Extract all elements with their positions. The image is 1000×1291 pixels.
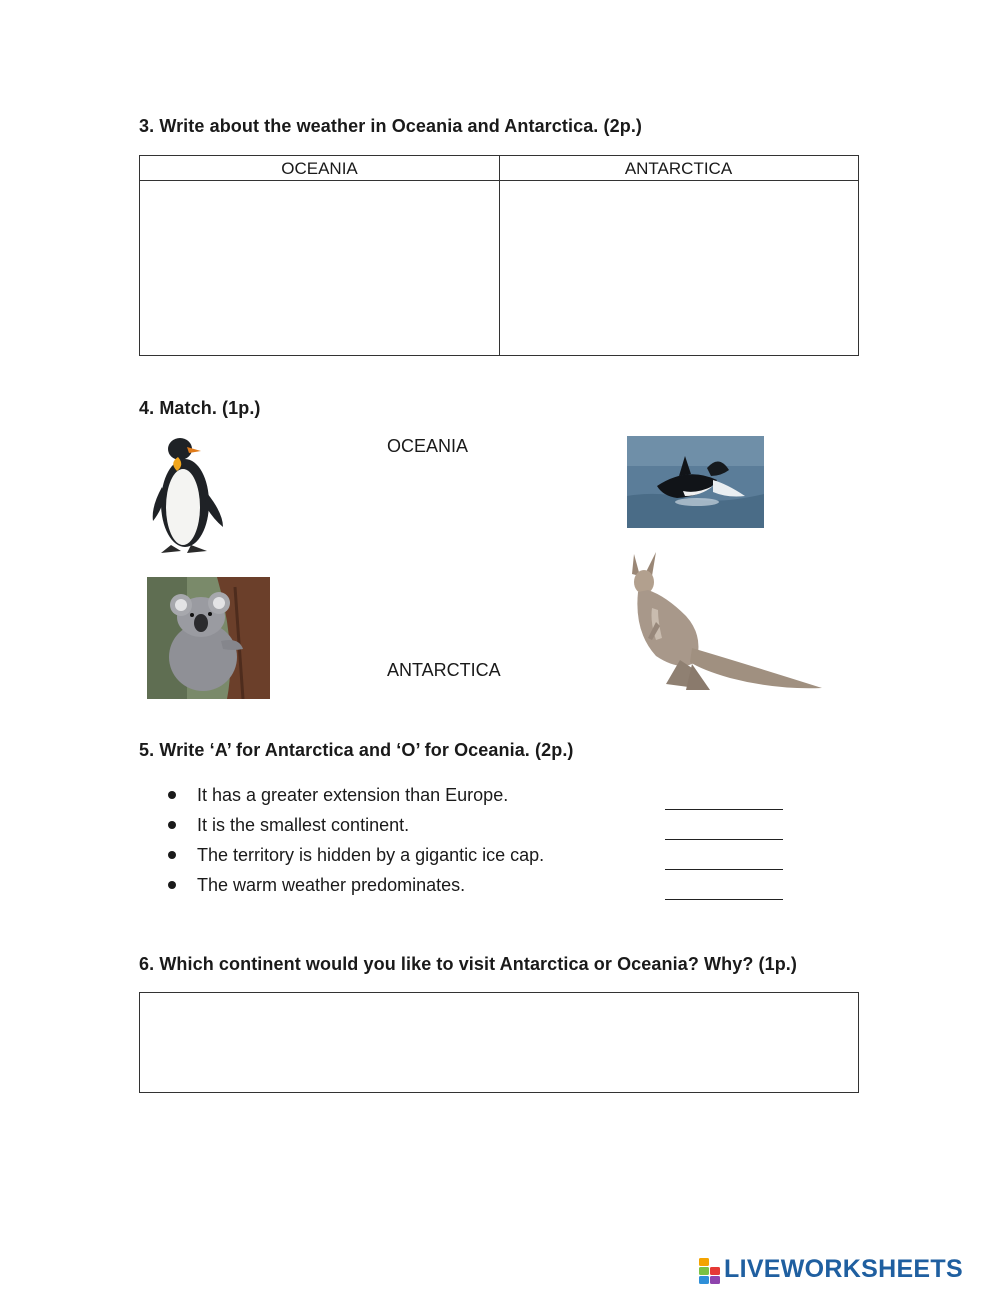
match-label-oceania[interactable]: OCEANIA: [387, 436, 469, 456]
antarctica-column: [499, 156, 858, 355]
list-item: [168, 873, 788, 903]
orca-image[interactable]: [627, 436, 764, 528]
oceania-weather-input[interactable]: [140, 181, 499, 355]
answer-input[interactable]: [665, 875, 783, 900]
koala-image[interactable]: [147, 577, 270, 699]
bullet-icon: [168, 821, 176, 829]
statement-text: The warm weather predominates.: [197, 875, 466, 895]
list-item: [168, 843, 788, 873]
question-4-title: 4. Match. (1p.): [139, 398, 261, 418]
statement-text: It has a greater extension than Europe.: [197, 785, 509, 805]
oceania-column: [140, 156, 500, 355]
bullet-icon: [168, 791, 176, 799]
antarctica-header: ANTARCTICA: [499, 156, 858, 181]
logo-text: LIVEWORKSHEETS: [724, 1255, 963, 1283]
penguin-image[interactable]: [147, 437, 225, 555]
question-5-title: 5. Write ‘A’ for Antarctica and ‘O’ for Oceania. (2p.): [139, 740, 574, 760]
bullet-icon: [168, 881, 176, 889]
question-6-title: 6. Which continent would you like to visit Antarctica or Oceania? Why? (1p.): [139, 954, 798, 974]
statement-list: [168, 783, 788, 903]
answer-input[interactable]: [665, 785, 783, 810]
kangaroo-image[interactable]: [626, 552, 824, 692]
list-item: [168, 783, 788, 813]
match-label-antarctica[interactable]: ANTARCTICA: [387, 660, 501, 680]
question-3-title: 3. Write about the weather in Oceania and Antarctica. (2p.): [139, 116, 643, 136]
list-item: [168, 813, 788, 843]
visit-reason-input[interactable]: [140, 993, 858, 1092]
logo-blocks-icon: [698, 1258, 722, 1284]
bullet-icon: [168, 851, 176, 859]
oceania-header: OCEANIA: [140, 156, 499, 181]
weather-table: [139, 155, 859, 356]
answer-input[interactable]: [665, 845, 783, 870]
statement-text: The territory is hidden by a gigantic ice cap.: [197, 845, 545, 865]
answer-input[interactable]: [665, 815, 783, 840]
statement-text: It is the smallest continent.: [197, 815, 410, 835]
answer-box: [139, 992, 859, 1093]
antarctica-weather-input[interactable]: [499, 181, 858, 355]
